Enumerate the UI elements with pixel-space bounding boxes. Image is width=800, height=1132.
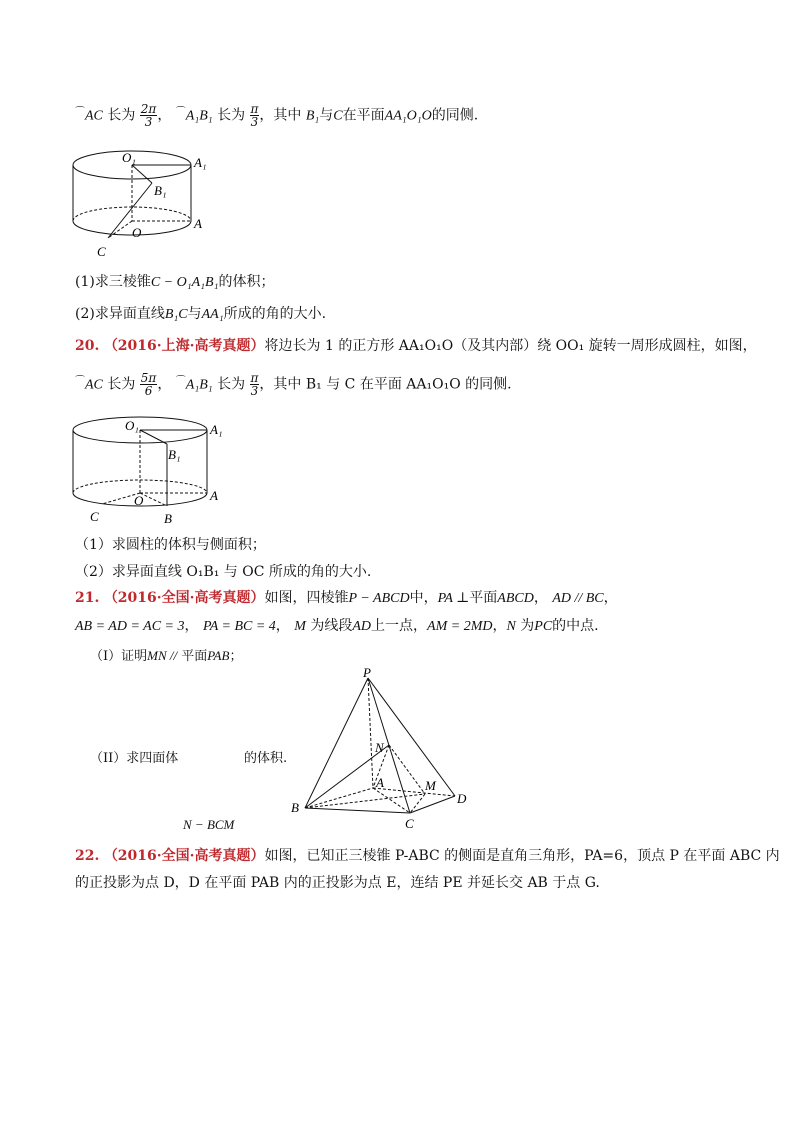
text: 与 (187, 306, 202, 322)
text: 如图，四棱锥 (264, 590, 349, 606)
math: AD (352, 619, 372, 634)
text: 长为 (107, 376, 136, 393)
text: (1)求三棱锥 (75, 274, 151, 290)
p19-q1 (75, 272, 274, 293)
math: AB = AD = AC = 3 (75, 619, 185, 634)
arc-symbol-icon: ⌒ (175, 107, 186, 118)
problem-source: （2016·全国·高考真题） (103, 590, 265, 606)
label-C: C (97, 244, 106, 259)
figure-cylinder-2 (60, 408, 240, 533)
o1-b1 (140, 430, 167, 444)
label-O: O (134, 493, 144, 508)
p20-stem (75, 336, 757, 356)
label-C: C (90, 509, 99, 524)
p19-arc-line: ⌒AC 长为 $\frac{2\pi}{3}$ ， ⌒A₁B₁ 长为 $\frac{\pi}{3}$ ，其中 B₁与C在平面AA₁O₁O的同侧. (75, 102, 479, 129)
p-a (368, 678, 373, 788)
o-b (140, 493, 167, 506)
text: ， (184, 618, 199, 634)
label-O1: O₁ (122, 150, 136, 165)
label-A: A (194, 216, 202, 231)
label-O1: O₁ (125, 418, 139, 433)
text: 长为 (107, 107, 136, 124)
o1-b1 (132, 165, 152, 183)
math: C (333, 108, 343, 124)
b-m (305, 794, 425, 808)
math: A₁B₁ (185, 377, 213, 393)
a-d (373, 788, 455, 796)
num: 2π (140, 102, 157, 116)
text: ， (603, 590, 618, 606)
p-b (305, 678, 368, 808)
p20-q1: （1）求圆柱的体积与侧面积； (75, 537, 266, 553)
math: PC (534, 619, 553, 634)
label-O: O (132, 225, 142, 240)
label-A1: A₁ (194, 155, 207, 170)
b1-c (108, 183, 152, 238)
p21-q1 (90, 646, 242, 667)
text: 平面 (181, 649, 208, 664)
text: 的中点. (552, 618, 599, 634)
math: MN // (147, 648, 178, 663)
arc-symbol-icon: ⌒ (75, 376, 85, 387)
p20-arc-line: ⌒AC 长为 $\frac{5\pi}{6}$ ， ⌒A₁B₁ 长为 $\frac{\pi}{3}$ ，其中 B₁ 与 C 在平面 AA₁O₁O 的同侧. (75, 371, 512, 398)
p22-line2: 的正投影为点 D，D 在平面 PAB 内的正投影为点 E，连结 PE 并延长交 AB 于点 G. (75, 875, 600, 891)
text: （I）证明 (90, 649, 148, 664)
problem-number: 21. (75, 590, 100, 606)
problem-number: 22. (75, 848, 100, 864)
den: 3 (250, 384, 259, 398)
text: 如图，已知正三棱锥 P-ABC 的侧面是直角三角形，PA=6，顶点 P 在平面 ABC 内 (264, 848, 780, 864)
label-D: D (457, 791, 467, 806)
num: 5π (140, 371, 157, 385)
fraction (140, 103, 158, 128)
text: ， (275, 618, 290, 634)
p20-q2: （2）求异面直线 O₁B₁ 与 OC 所成的角的大小. (75, 564, 372, 580)
math: PA = BC = 4 (202, 619, 276, 634)
n-m (389, 745, 425, 794)
num: π (250, 102, 259, 116)
text: ，其中 (259, 107, 302, 124)
math: PA ⊥ (437, 591, 470, 606)
den: 3 (250, 115, 259, 129)
num: π (250, 371, 259, 385)
math: B₁C (164, 307, 188, 322)
arc-symbol-icon: ⌒ (175, 376, 186, 387)
text: ； (229, 649, 243, 664)
p21-line2 (75, 616, 599, 637)
arc-ac: AC (85, 108, 103, 124)
p21-q2-math: N − BCM (183, 817, 235, 832)
den: 6 (144, 384, 153, 398)
label-B: B (291, 800, 299, 815)
text: 所成的角的大小. (223, 306, 327, 322)
p22-stem (75, 846, 780, 866)
math: ABCD (497, 591, 534, 606)
text: 中， (409, 590, 438, 606)
fraction (250, 372, 260, 397)
text: ，其中 B₁ 与 C 在平面 AA₁O₁O 的同侧. (259, 376, 512, 393)
text: 的同侧. (431, 107, 479, 124)
text: (2)求异面直线 (75, 306, 165, 322)
problem-source: （2016·上海·高考真题） (103, 338, 265, 354)
label-P: P (363, 668, 371, 680)
fraction (250, 103, 260, 128)
b-a (305, 788, 373, 808)
label-A: A (210, 488, 218, 503)
text: 平面 (469, 590, 498, 606)
label-A: A (376, 775, 384, 790)
text: 为线段 (310, 618, 353, 634)
p19-q2 (75, 304, 326, 325)
text: 在平面 (342, 107, 385, 124)
math: B₁ (305, 108, 320, 124)
arc-a1b1: A₁B₁ (185, 108, 213, 124)
math: AC (85, 377, 103, 393)
text: 长为 (217, 376, 246, 393)
math: M (294, 619, 306, 634)
math: AA₁ (201, 307, 224, 322)
text: 上一点， (371, 618, 428, 634)
bottom-back-arc (73, 207, 191, 221)
label-B: B (164, 511, 172, 526)
fraction (140, 372, 158, 397)
den: 3 (144, 115, 153, 129)
text: ， (533, 590, 548, 606)
text: ， (492, 618, 507, 634)
math: N (506, 619, 516, 634)
text: 的体积； (218, 274, 275, 290)
figure-pyramid (285, 668, 475, 838)
b-c (305, 808, 410, 813)
text: 为 (520, 618, 535, 634)
label-C: C (405, 816, 414, 831)
label-N: N (375, 740, 384, 755)
a-c (373, 788, 410, 813)
p21-q2-suffix: 的体积. (244, 751, 288, 766)
math: C − O₁A₁B₁ (150, 275, 219, 290)
math: AA₁O₁O (384, 108, 432, 124)
math: P − ABCD (348, 591, 410, 606)
math: AM = 2MD (427, 619, 493, 634)
label-A1: A₁ (210, 422, 223, 437)
math: AD // BC (552, 591, 604, 606)
label-M: M (425, 778, 436, 793)
figure-cylinder-1 (60, 140, 220, 265)
problem-number: 20. (75, 338, 100, 354)
arc-symbol-icon: ⌒ (75, 107, 85, 118)
p21-stem (75, 588, 618, 609)
math: PAB (207, 648, 230, 663)
text: 将边长为 1 的正方形 AA₁O₁O（及其内部）绕 OO₁ 旋转一周形成圆柱，如图， (264, 338, 757, 354)
label-B1: B₁ (168, 447, 181, 462)
p21-q2-prefix: （II）求四面体 (90, 751, 179, 766)
label-B1: B₁ (154, 183, 167, 198)
text: 长为 (217, 107, 246, 124)
problem-source: （2016·全国·高考真题） (103, 848, 265, 864)
c-d (410, 796, 455, 813)
text: 与 (319, 107, 334, 124)
